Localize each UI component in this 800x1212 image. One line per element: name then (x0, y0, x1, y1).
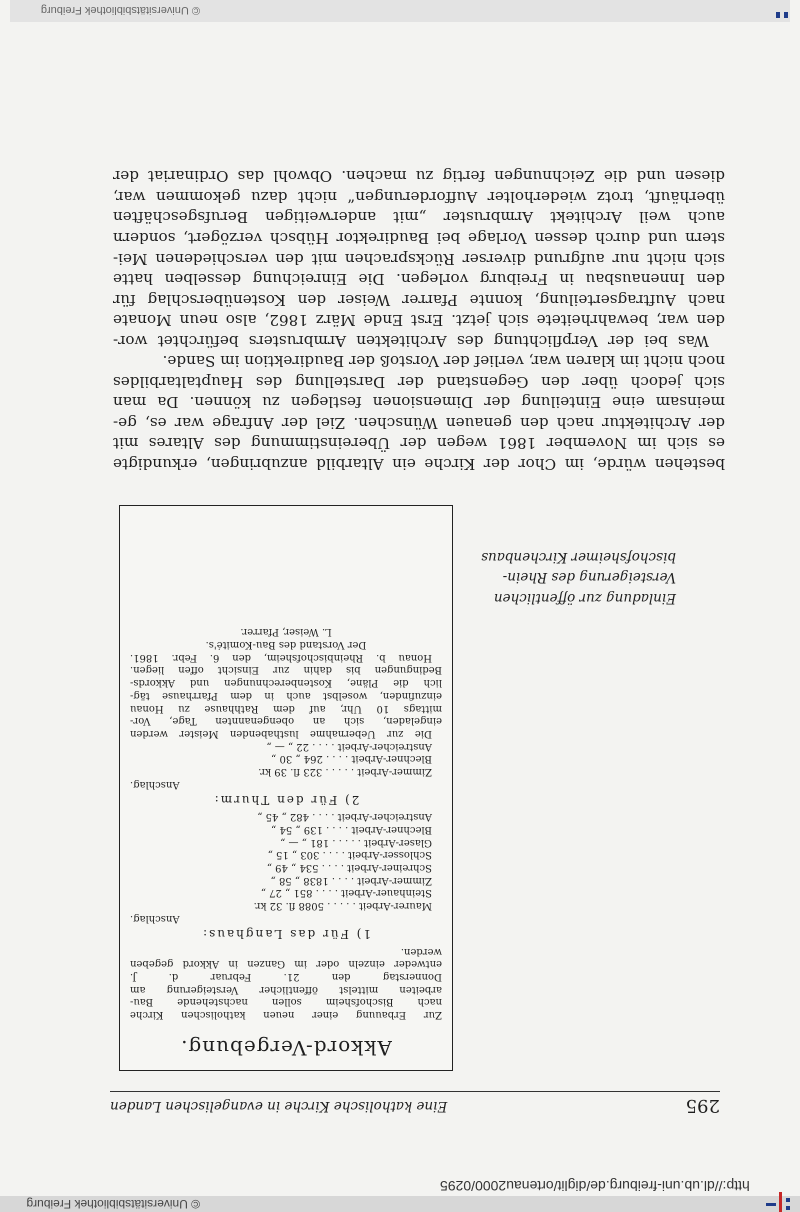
body-line: Was bei der Verpflichtung des Architekten Armbrusters befürchtet wor- (113, 331, 709, 350)
body-line: meinsam eine Einteilung der Dimensionen festlegen zu können. Da man (113, 393, 725, 412)
body-line: überhäuft, trotz wiederholter Aufforderungen“ nicht dazu gekommen war, (113, 187, 725, 206)
notice-closing-line: mittags 10 Uhr, auf dem Rathhause zu Honau (130, 702, 442, 714)
caption-line: Versteigerung des Rhein- (502, 569, 676, 586)
body-line: es sich im November 1861 wegen der Übereinstimmung des Altares mit (113, 434, 725, 453)
notice-intro-line: Zur Erbauung einer neuen katholischen Kirche (130, 1009, 442, 1020)
body-line: diesen und die Zeichnungen fertig zu machen. Obwohl das Ordinariat der (113, 167, 725, 186)
notice-body (130, 625, 442, 1020)
body-line: auch weil Architekt Armbruster „mit anderweitigen Berufsgeschäften (113, 208, 725, 227)
running-head (110, 1091, 720, 1116)
notice-section-title: 1) Für das Langhaus: (201, 926, 371, 941)
notice-item: Steinhauer-Arbeit . . . . 851 „ 27 „ (260, 887, 432, 899)
notice-item: Schreiner-Arbeit . . . . 534 „ 49 „ (266, 862, 432, 874)
notice-item: Anstreicher-Arbeit . . . . 482 „ 45 „ (257, 811, 432, 823)
notice-intro-line: Donnerstag den 21. Februar d. J. (130, 970, 442, 982)
notice-closing-line: Honau b. Rheinbischofsheim, den 6. Febr. 1861. (130, 651, 432, 663)
library-logo-small-icon (760, 0, 790, 22)
body-line: stern und durch dessen Vorlage bei Baudirektor Hübsch verzögert, sondern (113, 228, 725, 247)
notice-closing-line: lich die Pläne, Kostenberechnungen und Akkords- (130, 677, 442, 689)
body-line: den war, bewahrheitete sich jetzt. Erst Ende März 1862, also neun Monate (113, 311, 725, 330)
notice-closing-line: einzufinden, woselbst auch in dem Pfarrhause täg- (130, 689, 442, 701)
notice-anschlag-label: Anschlag. (130, 912, 180, 924)
notice-closing-line: eingeladen, sich an obengenannten Tage, Vor- (130, 715, 442, 727)
body-line: der Architektur nach den genauen Wünschen. Ziel der Anfrage war es, ge- (113, 413, 725, 432)
notice-intro-line: entweder einzeln oder im Ganzen in Akkord gegeben (130, 958, 442, 970)
notice-intro-line: nach Bischofsheim sollen nachstehende Bau- (130, 996, 442, 1008)
notice-item: Anstreicher-Arbeit . . . . 22 „ — „ (266, 740, 432, 752)
viewer-footer-bar (0, 1196, 800, 1212)
notice-closing-line: Bedingungen bis dahin zur Einsicht offen liegen. (130, 664, 442, 676)
notice-section-title: 2) Für den Thurm: (212, 792, 360, 807)
body-line: sich nicht nur aufgrund diverser Rücksprachen mit den verschiedenen Mei- (113, 249, 725, 268)
notice-closing-line: Die zur Uebernahme lusthabenden Meister werden (130, 727, 432, 739)
notice-signature-line: Der Vorstand des Bau-Komité's. (205, 639, 367, 651)
body-line: bestehen würde, im Chor der Kirche ein Altarbild anzubringen, erkundigte (113, 455, 725, 473)
notice-intro-line: arbeiten mittelst öffentlicher Versteigerung am (130, 983, 442, 995)
notice-item: Zimmer-Arbeit . . . . . 323 fl. 39 kr. (258, 766, 432, 777)
viewer-url-row (0, 1174, 800, 1196)
viewer-copyright: © Universitätsbibliothek Freiburg (26, 1197, 200, 1211)
body-line: noch nicht im klaren war, verlief der Vorstoß der Baudirektion im Sande. (162, 352, 725, 371)
running-head-title: Eine katholische Kirche in evangelischen Landen (110, 1098, 448, 1114)
notice-item: Blechner-Arbeit . . . . 264 „ 30 „ (271, 753, 432, 765)
auction-notice (119, 505, 453, 1071)
caption-line: bischofsheimer Kirchenbaus (481, 548, 676, 565)
image-caption (461, 546, 676, 608)
notice-intro-line: werden. (400, 945, 442, 957)
notice-item: Maurer-Arbeit . . . . . 5088 fl. 32 kr. (253, 900, 432, 912)
caption-line: Einladung zur öffentlichen (493, 590, 676, 606)
notice-item: Glaser-Arbeit . . . . . 181 „ — „ (280, 836, 432, 848)
body-text (113, 166, 725, 474)
body-line: sich jedoch über den Gegenstand der Darstellung des Hauptaltarbildes (113, 372, 725, 391)
notice-item: Schlosser-Arbeit . . . . 303 „ 15 „ (267, 849, 432, 861)
viewer-url[interactable]: http://dl.ub.uni-freiburg.de/diglit/ortenau2000/0295 (440, 1178, 750, 1194)
notice-item: Zimmer-Arbeit . . . . 1838 „ 58 „ (270, 874, 432, 886)
body-line: nach Auftragserteilung, konnte Pfarrer Weiser den Kostenüberschlag für (113, 290, 725, 309)
notice-signature-line: L. Weiser, Pfarrer. (240, 626, 332, 638)
page-number: 295 (685, 1095, 720, 1116)
notice-anschlag-label: Anschlag. (130, 778, 180, 790)
notice-item: Blechner-Arbeit . . . . 139 „ 54 „ (271, 824, 432, 836)
viewer-copyright-top: © Universitätsbibliothek Freiburg (40, 4, 200, 16)
notice-title: Akkord-Vergebung. (180, 1036, 392, 1060)
body-line: den Innenausbau in Freiburg vorlegen. Die Einreichung desselben hatte (113, 270, 725, 289)
